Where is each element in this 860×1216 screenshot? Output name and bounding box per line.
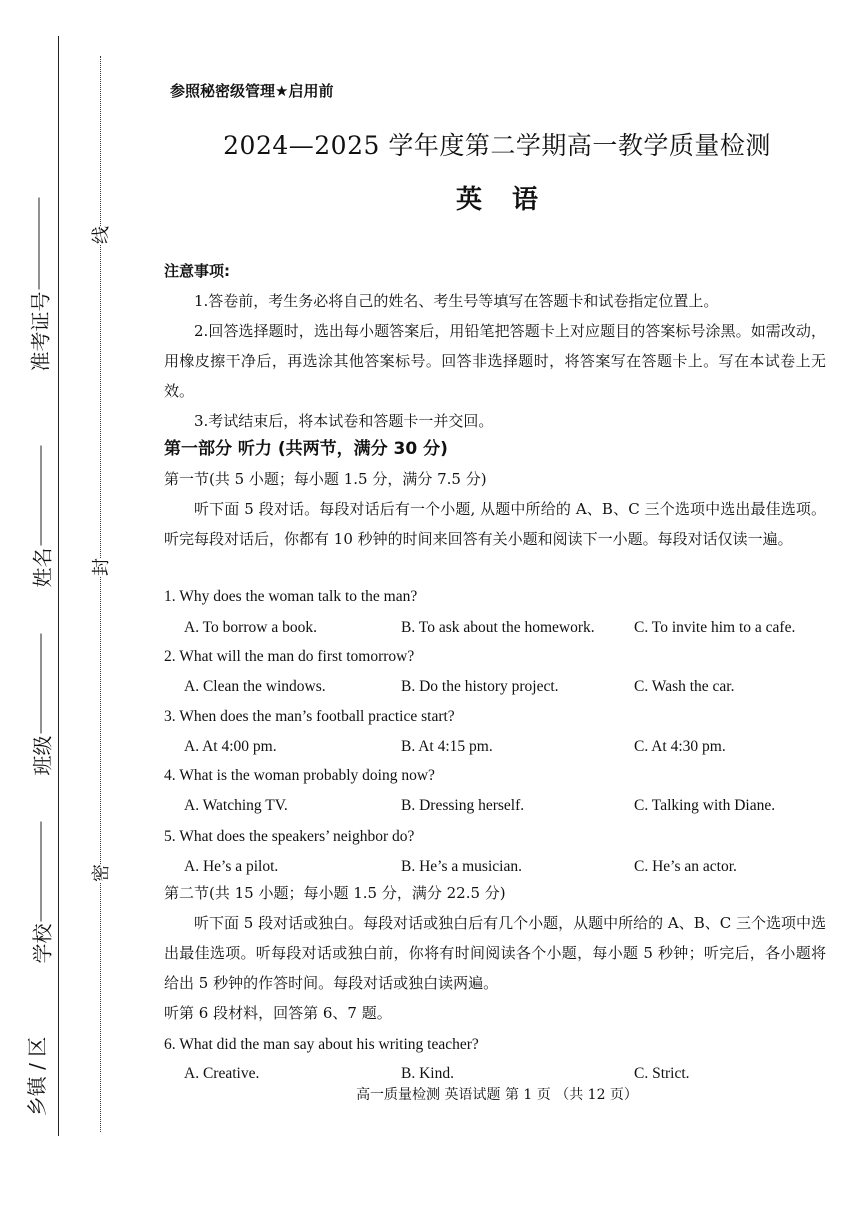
question-6-stem: 6. What did the man say about his writing teacher? [164,1036,479,1053]
town-district-label: 乡镇 / 区 [25,1036,50,1117]
secret-level-label: 参照秘密级管理★启用前 [170,82,334,100]
exam-number-blank[interactable] [39,198,40,290]
notice-section [164,256,826,436]
question-1-option-b[interactable]: B. To ask about the homework. [401,619,595,636]
binding-dotted-line [100,56,101,1132]
class-blank[interactable] [41,634,42,734]
part1-intro [164,434,826,554]
student-name-blank[interactable] [41,446,42,546]
question-3-option-c[interactable]: C. At 4:30 pm. [634,738,726,755]
question-2-option-a[interactable]: A. Clean the windows. [184,678,326,695]
question-5-stem: 5. What does the speakers’ neighbor do? [164,828,415,845]
question-1-option-a[interactable]: A. To borrow a book. [184,619,317,636]
part1-heading: 第一部分 听力 (共两节，满分 30 分) [164,439,448,459]
class-label: 班级 [30,735,55,776]
question-5-option-b[interactable]: B. He’s a musician. [401,858,522,875]
question-2-option-c[interactable]: C. Wash the car. [634,678,735,695]
question-6-option-a[interactable]: A. Creative. [184,1065,260,1082]
exam-title: 2024—2025 学年度第二学期高一教学质量检测 [223,131,771,160]
binding-margin [0,0,118,1216]
school-label: 学校 [30,923,55,964]
question-4-option-a[interactable]: A. Watching TV. [184,797,288,814]
question-5-option-a[interactable]: A. He’s a pilot. [184,858,279,875]
question-6-option-c[interactable]: C. Strict. [634,1065,690,1082]
question-2-option-b[interactable]: B. Do the history project. [401,678,559,695]
class-field[interactable] [27,634,56,776]
section1-instructions: 听下面 5 段对话。每段对话后有一个小题, 从题中所给的 A、B、C 三个选项中选出最佳选项。听完每段对话后，你都有 10 秒钟的时间来回答有关小题和阅读下一小题。每段对话仅读一遍。 [164,500,826,548]
student-name-label: 姓名 [30,547,55,588]
question-1-stem: 1. Why does the woman talk to the man? [164,588,418,605]
school-field[interactable] [27,822,56,964]
question-4-option-c[interactable]: C. Talking with Diane. [634,797,776,814]
section2-heading: 第二节(共 15 小题；每小题 1.5 分，满分 22.5 分) [164,884,506,902]
student-name-field[interactable] [27,446,56,588]
section1-heading: 第一节(共 5 小题；每小题 1.5 分，满分 7.5 分) [164,470,487,488]
question-4-stem: 4. What is the woman probably doing now? [164,767,435,784]
subject-title: 英语 [455,185,568,215]
school-blank[interactable] [41,822,42,922]
cut-mark-line: 线 [85,226,115,244]
question-1-option-c[interactable]: C. To invite him to a cafe. [634,619,796,636]
notice-heading: 注意事项: [164,262,230,280]
cut-mark-seal: 封 [85,558,115,576]
notice-item-3: 3.考试结束后，将本试卷和答题卡一并交回。 [194,412,494,430]
exam-number-label: 准考证号 [28,291,53,372]
binding-solid-line [58,36,59,1136]
exam-number-field[interactable] [25,198,54,372]
notice-item-1: 1.答卷前，考生务必将自己的姓名、考生号等填写在答题卡和试卷指定位置上。 [194,292,719,310]
cut-mark-secret: 密 [85,864,115,882]
question-5-option-c[interactable]: C. He’s an actor. [634,858,737,875]
notice-item-2: 2.回答选择题时，选出每小题答案后，用铅笔把答题卡上对应题目的答案标号涂黑。如需改动，用橡皮擦干净后，再选涂其他答案标号。回答非选择题时，将答案写在答题卡上。写在本试卷上无效。 [164,322,826,400]
question-2-stem: 2. What will the man do first tomorrow? [164,648,415,665]
question-3-stem: 3. When does the man’s football practice start? [164,708,455,725]
section2-instructions: 听下面 5 段对话或独白。每段对话或独白后有几个小题，从题中所给的 A、B、C 三个选项中选出最佳选项。听每段对话或独白前，你将有时间阅读各个小题，每小题 5 秒钟；听完后，各小题将给出 5 秒钟的作答时间。每段对话或独白读两遍。 [164,914,826,992]
page-footer: 高一质量检测 英语试题 第 1 页 （共 12 页） [356,1087,638,1103]
question-4-option-b[interactable]: B. Dressing herself. [401,797,525,814]
section2-intro [164,878,826,1028]
material-note: 听第 6 段材料，回答第 6、7 题。 [164,1004,392,1022]
town-district-field[interactable] [21,1037,50,1116]
question-3-option-b[interactable]: B. At 4:15 pm. [401,738,493,755]
question-6-option-b[interactable]: B. Kind. [401,1065,454,1082]
question-3-option-a[interactable]: A. At 4:00 pm. [184,738,277,755]
